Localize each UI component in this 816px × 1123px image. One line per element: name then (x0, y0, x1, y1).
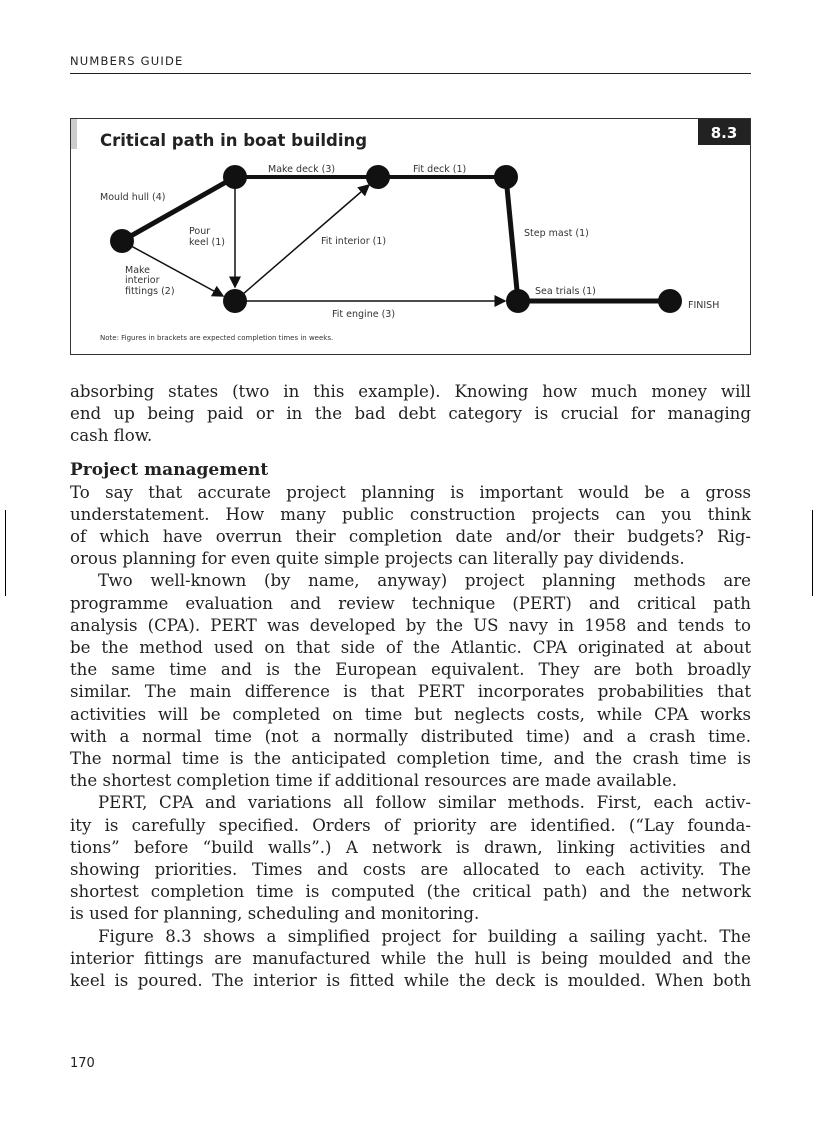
edge-step-mast (506, 177, 518, 301)
label-fit-engine: Fit engine (3) (332, 309, 396, 320)
edge-mould-hull (122, 177, 235, 241)
label-step-mast: Step mast (1) (524, 228, 589, 239)
paragraph (70, 570, 751, 792)
label-sea-trials: Sea trials (1) (535, 286, 596, 297)
text-line: shortest completion time is computed (the critical path) and the network (70, 882, 751, 902)
figure-critical-path (70, 118, 751, 355)
node-start (110, 229, 134, 253)
text-line: The normal time is the anticipated completion time, and the crash time is (70, 749, 751, 769)
label-pour-keel-2: keel (1) (189, 237, 225, 248)
text-line: end up being paid or in the bad debt category is crucial for managing (70, 404, 751, 424)
text-line: similar. The main difference is that PERT incorporates probabilities that (70, 682, 751, 702)
text-line: Two well-known (by name, anyway) project planning methods are (98, 571, 751, 591)
figure-number: 8.3 (710, 124, 738, 142)
paragraph (70, 792, 751, 925)
header-rule (70, 73, 751, 74)
text-line: with a normal time (not a normally distributed time) and a crash time. (70, 726, 751, 746)
network-diagram (71, 119, 750, 354)
body-text (70, 381, 751, 992)
margin-mark-left (5, 510, 6, 596)
running-head: NUMBERS GUIDE (70, 54, 184, 68)
label-fit-deck: Fit deck (1) (413, 164, 467, 175)
label-finish: FINISH (688, 300, 720, 311)
node-hull-done (223, 165, 247, 189)
figure-title: Critical path in boat building (100, 131, 368, 150)
label-pour-keel-1: Pour (189, 226, 211, 237)
text-line: orous planning for even quite simple projects can literally pay dividends. (70, 549, 685, 569)
text-line: the shortest completion time if additional resources are made available. (70, 771, 678, 791)
text-line: the same time and is the European equivalent. They are both broadly (70, 660, 751, 680)
text-line: is used for planning, scheduling and monitoring. (70, 904, 480, 924)
text-line: of which have overrun their completion date and/or their budgets? Rig- (70, 527, 751, 547)
text-line: be the method used on that side of the Atlantic. CPA originated at about (70, 638, 751, 658)
section-heading: Project management (70, 459, 269, 480)
label-make-interior-1: Make (125, 265, 151, 276)
text-line: analysis (CPA). PERT was developed by the US navy in 1958 and tends to (70, 615, 751, 635)
node-deck-made (366, 165, 390, 189)
text-line: To say that accurate project planning is important would be a gross (70, 482, 751, 502)
text-line: interior fittings are manufactured while the hull is being moulded and the (70, 948, 751, 968)
text-line: Figure 8.3 shows a simplified project for building a sailing yacht. The (98, 926, 751, 946)
text-line: programme evaluation and review technique (PERT) and critical path (70, 593, 751, 613)
figure-note: Note: Figures in brackets are expected completion times in weeks. (100, 334, 334, 342)
text-line: absorbing states (two in this example). Knowing how much money will (70, 382, 751, 401)
text-line: PERT, CPA and variations all follow similar methods. First, each activ- (98, 793, 751, 813)
title-accent (71, 119, 77, 149)
margin-mark-right (812, 510, 813, 596)
label-mould-hull: Mould hull (4) (100, 192, 166, 203)
label-make-deck: Make deck (3) (268, 164, 336, 175)
paragraph (70, 482, 751, 571)
node-mast-stepped (506, 289, 530, 313)
node-deck-fitted (494, 165, 518, 189)
page-number: 170 (70, 1056, 95, 1071)
paragraphs (70, 482, 751, 993)
text-line: activities will be completed on time but neglects costs, while CPA works (70, 704, 751, 724)
text-line: keel is poured. The interior is fitted while the deck is moulded. When both (70, 971, 751, 991)
text-line: cash flow. (70, 426, 153, 446)
node-keel-interior (223, 289, 247, 313)
intro-paragraph (70, 381, 751, 448)
text-line: tions” before “build walls”.) A network is drawn, linking activities and (70, 837, 751, 857)
text-line: showing priorities. Times and costs are allocated to each activity. The (70, 860, 751, 880)
text-line: ity is carefully specified. Orders of priority are identified. (“Lay founda- (70, 815, 751, 835)
label-make-interior-3: fittings (2) (125, 286, 175, 297)
label-make-interior-2: interior (125, 275, 160, 286)
node-finish (658, 289, 682, 313)
text-line: understatement. How many public construction projects can you think (70, 504, 751, 524)
paragraph (70, 926, 751, 993)
label-fit-interior: Fit interior (1) (321, 236, 387, 247)
